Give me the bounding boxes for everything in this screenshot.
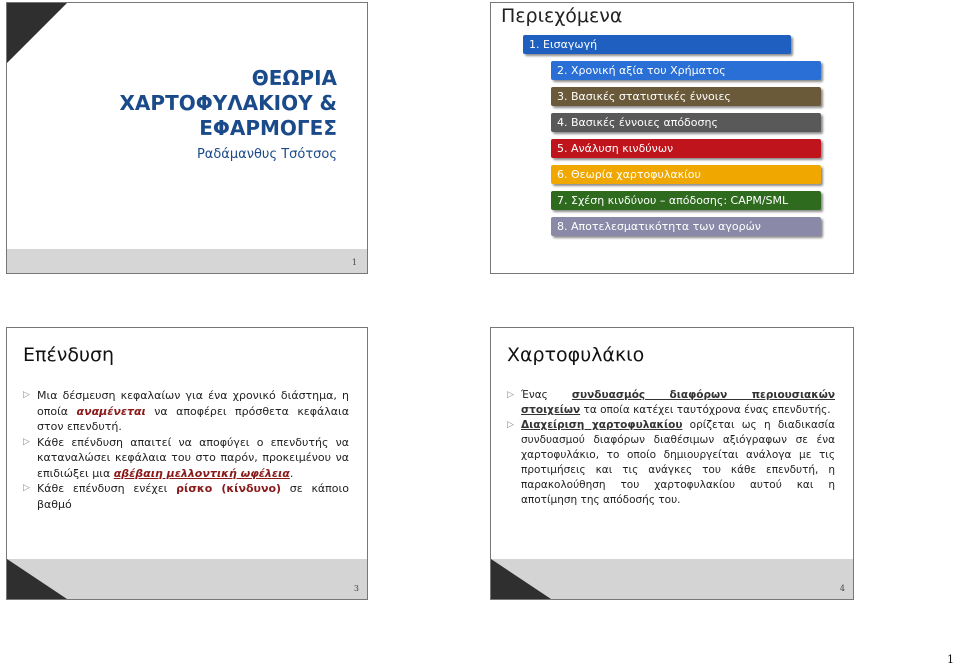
toc-item-5 [551, 139, 821, 158]
toc-item-7 [551, 191, 821, 210]
slide-4-body [507, 388, 835, 508]
title-line-3: ΕΦΑΡΜΟΓΕΣ [199, 116, 337, 140]
slide-number: 4 [839, 584, 845, 593]
slide-4-heading: Χαρτοφυλάκιο [507, 344, 645, 366]
bullet-2: ▷ Κάθε επένδυση απαιτεί να αποφύγει ο επενδυτής να καταναλώσει κεφάλαια του στο παρόν, προκειμένου να επιδιώξει μια αβέβαιη μελλοντική ωφέλεια. [23, 435, 349, 480]
toc-item-8 [551, 217, 821, 236]
toc-item-label: 7. Σχέση κινδύνου – απόδοσης: CAPM/SML [557, 194, 789, 207]
triangle-bullet-icon: ▷ [23, 483, 30, 493]
toc-item-label: 8. Αποτελεσματικότητα των αγορών [557, 220, 761, 233]
toc-item-label: 1. Εισαγωγή [529, 38, 598, 51]
triangle-bullet-icon: ▷ [507, 420, 514, 430]
toc-item-4 [551, 113, 821, 132]
toc-item-label: 6. Θεωρία χαρτοφυλακίου [557, 168, 701, 181]
bullet-1: ▷ Ένας συνδυασμός διαφόρων περιουσιακών στοιχείων τα οποία κατέχει ταυτόχρονα ένας επενδυτής. [507, 389, 835, 416]
triangle-bullet-icon: ▷ [23, 436, 30, 447]
toc-item-label: 2. Χρονική αξία του Χρήματος [557, 64, 726, 77]
triangle-bullet-icon: ▷ [507, 390, 514, 400]
toc-item-1 [523, 35, 791, 54]
corner-decoration [491, 559, 551, 599]
toc-item-6 [551, 165, 821, 184]
slide-3-heading: Επένδυση [23, 344, 115, 366]
slide-number: 3 [353, 584, 359, 593]
toc-item-label: 5. Ανάλυση κινδύνων [557, 142, 674, 155]
toc-item-label: 4. Βασικές έννοιες απόδοσης [557, 116, 718, 129]
slide-3-body [23, 388, 349, 512]
toc-item-2 [551, 61, 821, 80]
bullet-3: ▷ Κάθε επένδυση ενέχει ρίσκο (κίνδυνο) σε κάποιο βαθμό [23, 482, 349, 511]
toc-item-label: 3. Βασικές στατιστικές έννοιες [557, 90, 731, 103]
slide-4 [490, 327, 854, 600]
corner-decoration [7, 3, 67, 63]
slide-2-heading: Περιεχόμενα [501, 5, 623, 27]
page-number: 1 [947, 653, 954, 666]
author-name: Ραδάμανθυς Τσότσος [196, 147, 337, 162]
triangle-bullet-icon: ▷ [23, 390, 30, 400]
footer-band [7, 249, 367, 273]
bullet-1: ▷ Μια δέσμευση κεφαλαίων για ένα χρονικό διάστημα, η οποία αναμένεται να αποφέρει πρόσθετα κεφάλαια στον επενδυτή. [23, 389, 349, 433]
corner-decoration [7, 559, 67, 599]
toc-item-3 [551, 87, 821, 106]
title-line-1: ΘΕΩΡΙΑ [251, 66, 337, 90]
slide-1 [6, 2, 368, 274]
slide-2 [490, 2, 854, 274]
slide-number: 1 [351, 258, 357, 267]
title-line-2: ΧΑΡΤΟΦΥΛΑΚΙΟΥ & [119, 91, 337, 115]
slide-1-title [37, 66, 337, 141]
bullet-2: ▷ Διαχείριση χαρτοφυλακίου ορίζεται ως η διαδικασία συνδυασμού διαφόρων διαθέσιμων αξιόγραφων σε ένα χαρτοφυλάκιο, το οποίο δημιουργείται ανάλογα με τις προτιμήσεις και τις ανάγκες του κάθε επενδυτή, η παρακολούθηση του χαρτοφυλακίου αυτού και η αποτίμηση της απόδοσής του. [507, 419, 835, 506]
slide-3 [6, 327, 368, 600]
